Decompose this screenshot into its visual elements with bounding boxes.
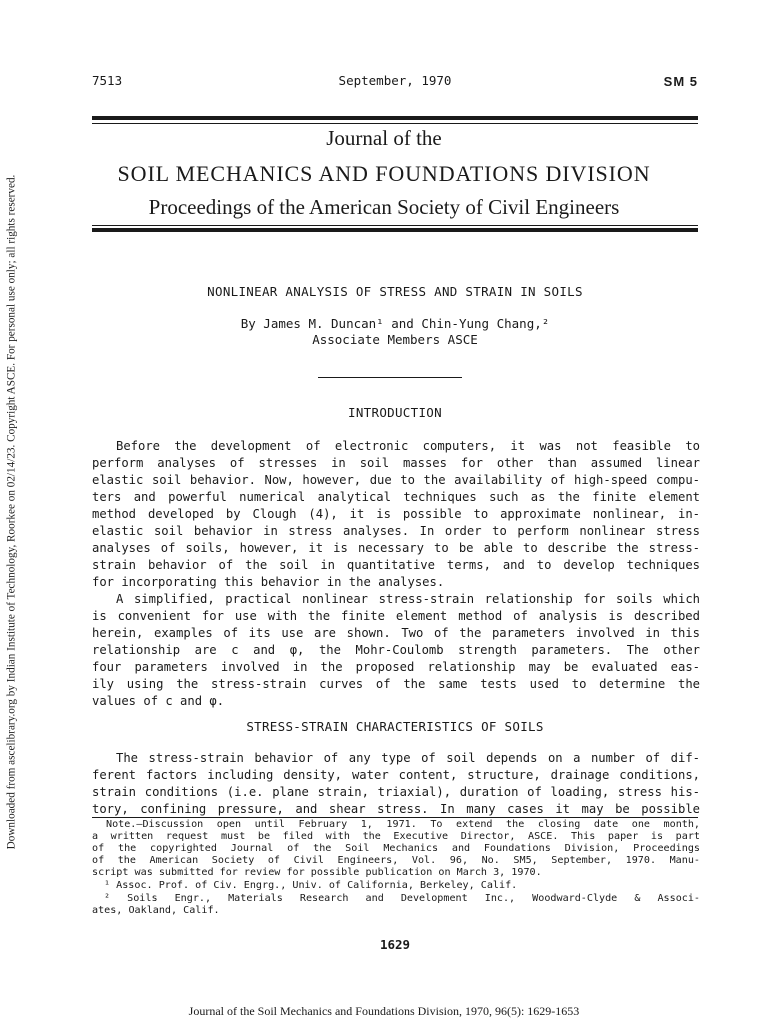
text-line: is convenient for use with the finite element method of analysis is described bbox=[92, 609, 700, 623]
text-line: ters and powerful numerical analytical techniques such as the finite element bbox=[92, 490, 700, 504]
footnote-line: a written request must be filed with the Executive Director, ASCE. This paper is part bbox=[92, 831, 700, 842]
text-line: tory, confining pressure, and shear stress. In many cases it may be possible bbox=[92, 802, 700, 816]
page-number: 1629 bbox=[379, 937, 411, 952]
journal-title-line2: SOIL MECHANICS AND FOUNDATIONS DIVISION bbox=[117, 161, 651, 186]
text-line: analyses of soils, however, it is necessary to be able to describe the stress- bbox=[92, 541, 700, 555]
text-line: Before the development of electronic computers, it was not feasible to bbox=[116, 439, 700, 453]
footnote-line: of the copyrighted Journal of the Soil Mechanics and Foundations Division, Proceedings bbox=[92, 843, 700, 854]
text-line: ily using the stress-strain curves of the same tests used to determine the bbox=[92, 677, 700, 691]
text-line: method developed by Clough (4), it is possible to approximate nonlinear, in- bbox=[92, 507, 700, 521]
author-byline: By James M. Duncan¹ and Chin-Yung Chang,² bbox=[240, 316, 550, 331]
series-label: SM 5 bbox=[663, 74, 698, 89]
text-line: strain behavior of the soil in quantitative terms, and to develop techniques bbox=[92, 558, 700, 572]
masthead-rule-bottom bbox=[92, 228, 698, 232]
author-membership: Associate Members ASCE bbox=[312, 332, 478, 347]
text-line: The stress-strain behavior of any type of soil depends on a number of dif- bbox=[116, 751, 700, 765]
footnote-author-2: ² Soils Engr., Materials Research and Development Inc., Woodward-Clyde & Associ- bbox=[104, 893, 700, 904]
text-line: strain conditions (i.e. plane strain, triaxial), duration of loading, stress his- bbox=[92, 785, 700, 799]
download-notice-text: Downloaded from ascelibrary.org by Indian Institute of Technology, Roorkee on 02/14/23. Copyright ASCE. For personal use only; all rights reserved. bbox=[5, 174, 18, 850]
title-separator bbox=[318, 377, 462, 378]
text-line: herein, examples of its use are shown. Two of the parameters involved in this bbox=[92, 626, 700, 640]
text-line: A simplified, practical nonlinear stress-strain relationship for soils which bbox=[116, 592, 700, 606]
paper-number: 7513 bbox=[92, 73, 123, 88]
issue-date: September, 1970 bbox=[338, 73, 452, 88]
running-header bbox=[92, 73, 698, 93]
footnote-line: Note.—Discussion open until February 1, 1971. To extend the closing date one month, bbox=[106, 819, 700, 830]
article-title: NONLINEAR ANALYSIS OF STRESS AND STRAIN IN SOILS bbox=[207, 284, 583, 299]
journal-title-line3: Proceedings of the American Society of Civil Engineers bbox=[148, 195, 620, 219]
masthead-rule-top-thin bbox=[92, 123, 698, 124]
footnote-line: of the American Society of Civil Engineers, Vol. 96, No. SM5, September, 1970. Manu- bbox=[92, 855, 700, 866]
citation-footer: Journal of the Soil Mechanics and Foundations Division, 1970, 96(5): 1629-1653 bbox=[188, 1004, 580, 1018]
text-line: ferent factors including density, water content, structure, drainage conditions, bbox=[92, 768, 700, 782]
text-line: perform analyses of stresses in soil masses for other than assumed linear bbox=[92, 456, 700, 470]
text-line: elastic soil behavior in stress analyses. In order to perform nonlinear stress bbox=[92, 524, 700, 538]
footnote-author-1: ¹ Assoc. Prof. of Civ. Engrg., Univ. of California, Berkeley, Calif. bbox=[104, 880, 518, 891]
text-line: for incorporating this behavior in the analyses. bbox=[92, 575, 445, 589]
text-line: relationship are c and φ, the Mohr-Coulomb strength parameters. The other bbox=[92, 643, 700, 657]
download-notice bbox=[0, 0, 22, 1024]
masthead-rule-bottom-thin bbox=[92, 225, 698, 226]
section-heading-introduction: INTRODUCTION bbox=[348, 405, 442, 420]
text-line: elastic soil behavior. Now, however, due to the availability of high-speed compu- bbox=[92, 473, 700, 487]
text-line: values of c and φ. bbox=[92, 694, 225, 708]
footnote-line: ates, Oakland, Calif. bbox=[92, 905, 220, 916]
journal-title-line1: Journal of the bbox=[326, 126, 442, 150]
footnote-line: script was submitted for review for possible publication on March 3, 1970. bbox=[92, 867, 542, 878]
masthead-rule-top bbox=[92, 116, 698, 120]
section-heading-stress-strain: STRESS-STRAIN CHARACTERISTICS OF SOILS bbox=[246, 719, 544, 734]
text-line: four parameters involved in the proposed relationship may be evaluated eas- bbox=[92, 660, 700, 674]
footnote-rule bbox=[92, 817, 698, 818]
